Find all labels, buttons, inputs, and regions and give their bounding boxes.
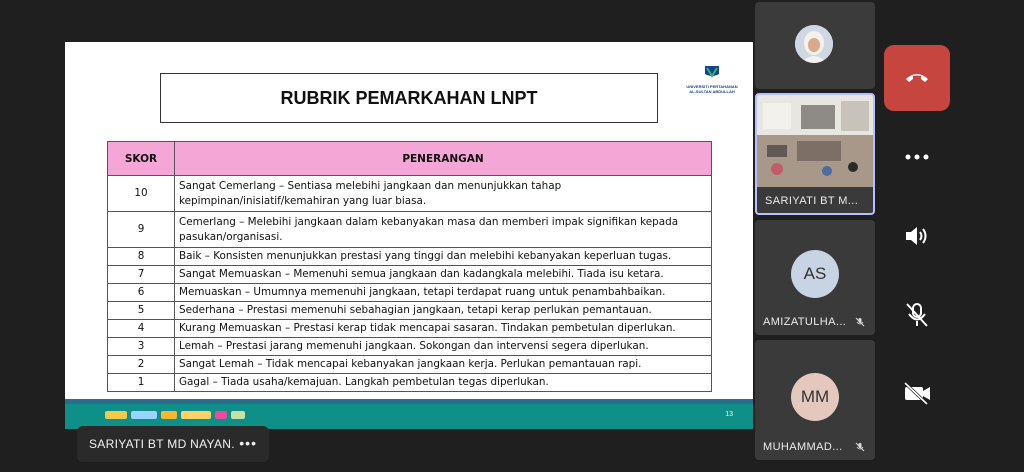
mic-toggle-button[interactable] [897,295,937,335]
header-score: SKOR [108,142,175,176]
presenter-name: SARIYATI BT MD NAYAN. [89,437,235,451]
phone-hangup-icon [904,71,930,85]
rubric-table [107,141,712,392]
slide-page-number: 13 [725,411,733,418]
more-options-icon [904,154,930,160]
row-score: 5 [108,302,175,320]
table-row [108,356,712,374]
table-row [108,212,712,248]
slide-title-box [160,73,658,123]
table-row [108,248,712,266]
row-description: Sangat Cemerlang – Sentiasa melebihi jangkaan dan menunjukkan tahap kepimpinan/inisiatif/kemahiran yang luar biasa. [175,176,712,212]
table-row [108,320,712,338]
university-logo-icon [687,64,737,102]
user-photo-icon [795,25,833,63]
footer-logo-icon [131,411,157,419]
participant-tile[interactable] [755,340,875,460]
more-options-button[interactable] [897,137,937,177]
table-header-row [108,142,712,176]
row-description: Baik – Konsisten menunjukkan prestasi yang tinggi dan melebihi kebanyakan keperluan tugas. [175,248,712,266]
footer-band [65,399,753,404]
row-score: 10 [108,176,175,212]
row-description: Memuaskan – Umumnya memenuhi jangkaan, tetapi terdapat ruang untuk penambahbaikan. [175,284,712,302]
end-call-button[interactable] [884,45,950,111]
row-score: 8 [108,248,175,266]
row-score: 2 [108,356,175,374]
row-description: Kurang Memuaskan – Prestasi kerap tidak mencapai sasaran. Tindakan pembetulan diperlukan. [175,320,712,338]
avatar [795,25,833,63]
presenter-name-label [77,426,269,462]
participant-name: MUHAMMAD... [763,441,843,453]
mic-off-icon [904,301,930,329]
footer-logo-icon [105,411,127,419]
table-row [108,302,712,320]
table-row [108,284,712,302]
participant-name: SARIYATI BT M... [765,195,859,207]
footer-logos [105,409,275,421]
mic-off-icon [855,317,865,327]
mic-off-icon [855,442,865,452]
avatar: MM [791,373,839,421]
camera-off-icon [902,381,932,405]
footer-logo-icon [231,411,245,419]
participant-tile-self[interactable] [755,2,875,89]
participant-name: AMIZATULHA... [763,316,847,328]
table-row [108,266,712,284]
row-description: Sederhana – Prestasi memenuhi sebahagian jangkaan, tetapi kerap perlukan pemantauan. [175,302,712,320]
shared-screen-slide [65,42,753,429]
table-row [108,338,712,356]
camera-toggle-button[interactable] [897,373,937,413]
slide-footer [65,399,753,429]
row-description: Lemah – Prestasi jarang memenuhi jangkaan. Sokongan dan intervensi segera diperlukan. [175,338,712,356]
speaker-button[interactable] [897,216,937,256]
avatar: AS [791,250,839,298]
row-description: Gagal – Tiada usaha/kemajuan. Langkah pembetulan tegas diperlukan. [175,374,712,392]
row-score: 6 [108,284,175,302]
row-description: Sangat Lemah – Tidak mencapai kebanyakan jangkaan kerja. Perlukan pemantauan rapi. [175,356,712,374]
footer-logo-icon [215,411,227,419]
footer-logo-icon [181,411,211,419]
speaker-icon [903,224,931,248]
row-description: Sangat Memuaskan – Memenuhi semua jangkaan dan kadangkala melebihi. Tiada isu ketara. [175,266,712,284]
presenter-more-options-icon[interactable]: ••• [239,435,257,451]
table-row [108,176,712,212]
row-description: Cemerlang – Melebihi jangkaan dalam kebanyakan masa dan memberi impak signifikan kepada pasukan/organisasi. [175,212,712,248]
participant-tile[interactable] [755,220,875,335]
row-score: 7 [108,266,175,284]
footer-logo-icon [161,411,177,419]
header-description: PENERANGAN [175,142,712,176]
table-row [108,374,712,392]
row-score: 9 [108,212,175,248]
row-score: 1 [108,374,175,392]
slide-title: RUBRIK PEMARKAHAN LNPT [280,87,538,108]
row-score: 3 [108,338,175,356]
row-score: 4 [108,320,175,338]
university-logo-text: UNIVERSITI PERTAHANAN AL-SULTAN ABDULLAH [686,84,738,94]
participant-tile-presenter[interactable] [755,93,875,215]
video-thumbnail [757,95,873,187]
